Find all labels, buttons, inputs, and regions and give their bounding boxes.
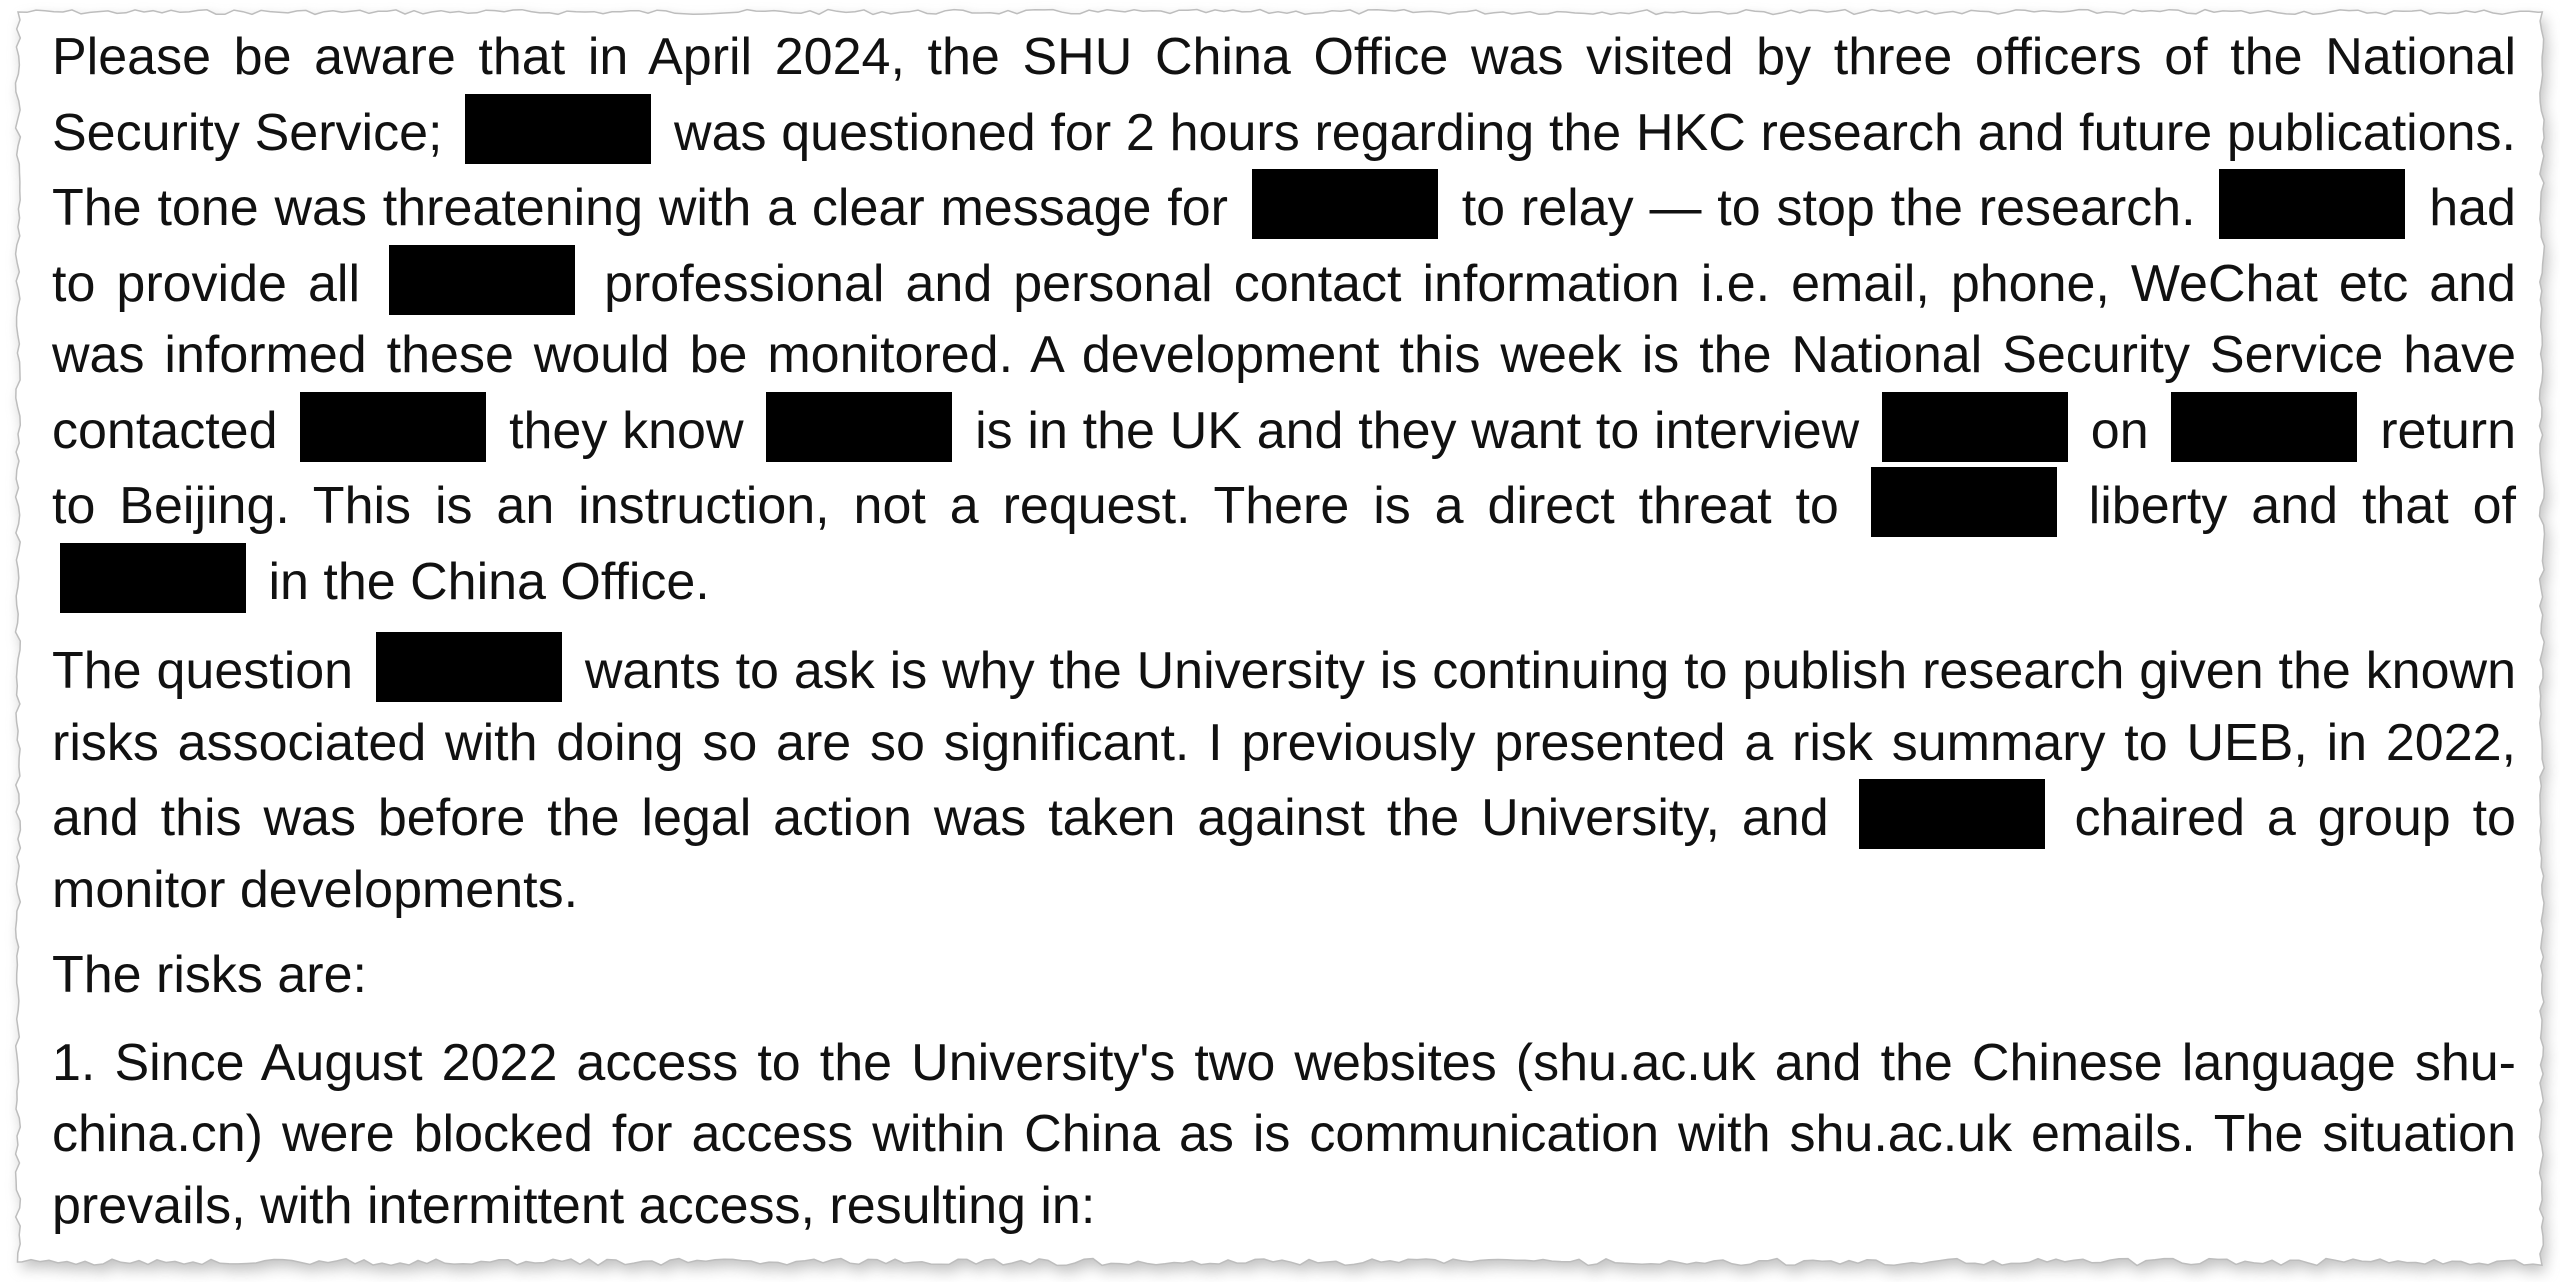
text-segment: to relay — to stop the research. [1461, 179, 2196, 237]
redaction-block [60, 543, 246, 613]
redaction-block [1252, 169, 1438, 239]
text-segment: chaired a group to monitor developments. [52, 789, 2516, 919]
text-segment: wants to ask is why the University is continuing to publish research given the known risks associated with doing so are so significant. I previously presented a risk summary to UEB, in 2022, and this was before the legal action was taken against the University, and [52, 642, 2516, 847]
text-segment: is in the UK and they want to interview [975, 401, 1860, 460]
text-segment: liberty and that of [2088, 477, 2516, 535]
redaction-block [1859, 779, 2045, 849]
redaction-block [766, 392, 952, 462]
redaction-block [376, 632, 562, 702]
text-segment: The question [52, 642, 354, 700]
text-segment: return to Beijing. This is an instruction, not a request. There is a direct threat to [52, 401, 2517, 535]
redaction-block [2171, 392, 2357, 462]
redaction-block [2219, 169, 2405, 239]
redaction-block [389, 245, 575, 315]
text-segment: in the China Office. [268, 552, 710, 611]
text-segment: they know [509, 401, 744, 460]
document-body [52, 22, 2516, 1256]
paragraph-question [52, 632, 2516, 926]
paragraph-risk-1: 1. Since August 2022 access to the University's two websites (shu.ac.uk and the Chinese language shu-china.cn) were blocked for access within China as is communication with shu.ac.uk emails. The situation prevails, with intermittent access, resulting in: [52, 1033, 2516, 1235]
redaction-block [1871, 467, 2057, 537]
text-segment: on [2090, 401, 2149, 460]
redaction-block [300, 392, 486, 462]
paragraph-risks-heading: The risks are: [52, 946, 367, 1004]
text-segment: was questioned for 2 hours regarding the HKC research and future publications. The tone was threatening with a clear message for [52, 103, 2516, 237]
paragraph-security-visit [52, 22, 2516, 618]
redaction-block [1882, 392, 2068, 462]
text-segment: professional and personal contact information i.e. email, phone, WeChat etc and was informed these would be monitored. A development this week is the National Security Service have contacted [52, 254, 2516, 460]
text-segment: Please be aware that in April 2024, the SHU China Office was visited by three officers of the National Security Service; [52, 28, 2516, 162]
text-segment: had to provide all [52, 179, 2516, 313]
redaction-block [465, 94, 651, 164]
